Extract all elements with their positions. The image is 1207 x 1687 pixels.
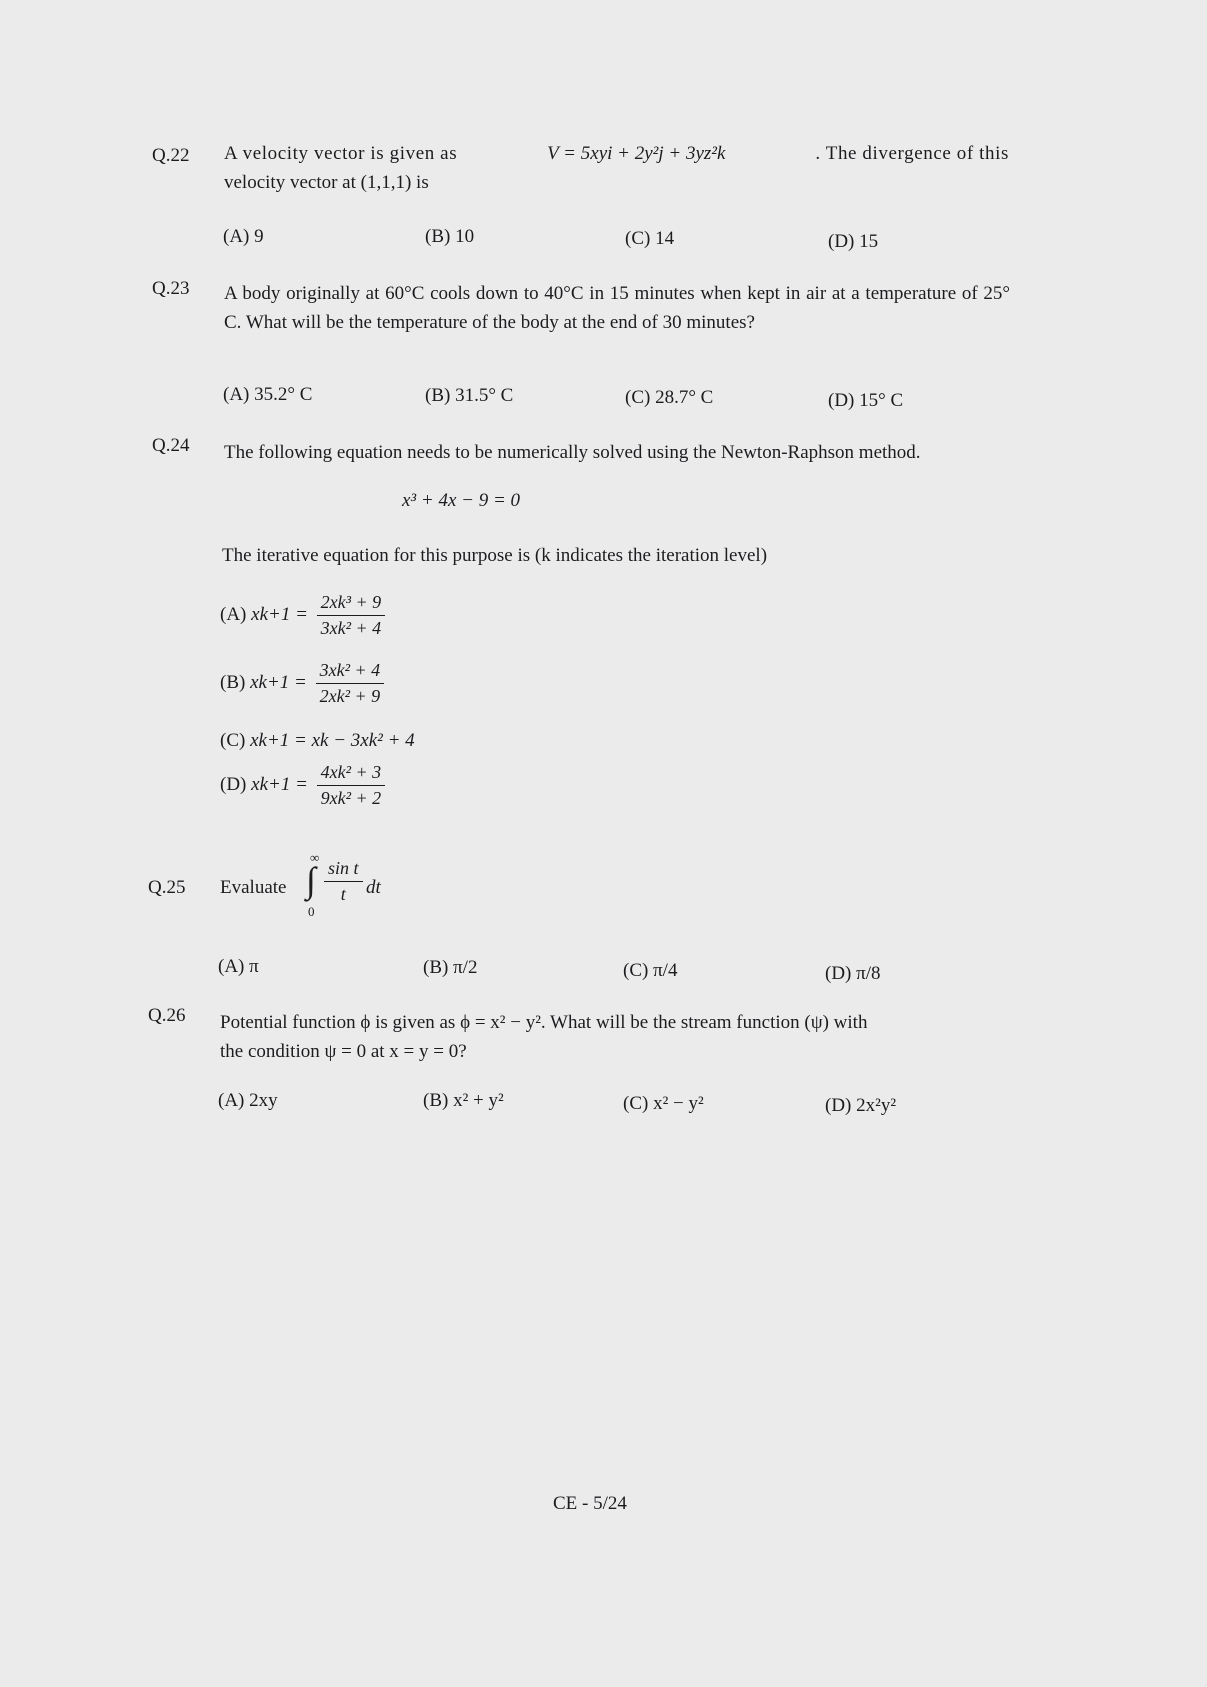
option-label: (A) [220,603,247,625]
option-lhs: xk+1 = [251,773,308,795]
option-d: (D) π/8 [825,963,881,984]
stem-line1-pre: A velocity vector is given as [224,143,458,164]
differential: dt [366,877,381,898]
evaluate-label: Evaluate [220,877,287,898]
option-c [220,730,415,752]
question-stem: A body originally at 60°C cools down to 40°C in 15 minutes when kept in air at a temperature of 25° C. What will be the temperature of the body at the end of 30 minutes? [224,283,1010,333]
numerator: 3xk² + 4 [316,660,385,684]
iterative-text: The iterative equation for this purpose is (k indicates the iteration level) [222,545,768,566]
question-stem: The following equation needs to be numerically solved using the Newton-Raphson method. [224,442,921,463]
option-d: (D) 15 [828,231,879,252]
question-number: Q.25 [148,877,186,898]
option-d: (D) 15° C [828,390,904,411]
option-c: (C) x² − y² [623,1093,704,1114]
integrand [324,858,363,905]
option-d: (D) 2x²y² [825,1095,897,1116]
equation: x³ + 4x − 9 = 0 [402,490,521,511]
question-number: Q.24 [152,435,190,456]
option-label: (D) [220,773,247,795]
integral-lower: 0 [308,904,315,919]
option-lhs: xk+1 = [250,671,307,693]
integral-sign: ∫ [306,860,316,900]
question-stem [224,139,1009,197]
fraction [317,762,386,809]
option-a: (A) 35.2° C [223,384,313,405]
stem-line1-post: . The divergence of this [815,143,1009,164]
question-number: Q.23 [152,278,190,299]
option-b: (B) 10 [425,226,475,247]
denominator: 3xk² + 4 [320,618,382,638]
option-c: (C) 14 [625,228,675,249]
option-lhs: xk+1 = [250,730,307,751]
integrand-numerator: sin t [324,858,363,882]
fraction [317,592,386,639]
option-b [220,660,384,707]
option-expression: xk − 3xk² + 4 [311,730,415,751]
question-stem [220,1008,1010,1066]
denominator: 2xk² + 9 [319,686,381,706]
option-a: (A) 9 [223,226,264,247]
option-d [220,762,385,809]
fraction [316,660,385,707]
stem-line2: velocity vector at (1,1,1) is [224,172,429,193]
option-label: (B) [220,671,246,693]
integrand-denominator: t [340,884,346,904]
option-b: (B) π/2 [423,957,478,978]
stem-line1: Potential function ϕ is given as ϕ = x² − y². What will be the stream function (ψ) with [220,1012,868,1033]
option-a: (A) 2xy [218,1090,278,1111]
option-c: (C) 28.7° C [625,387,714,408]
option-label: (C) [220,730,246,751]
question-number: Q.22 [152,145,190,166]
denominator: 9xk² + 2 [320,788,382,808]
option-a [220,592,385,639]
option-a: (A) π [218,956,259,977]
option-b: (B) x² + y² [423,1090,504,1111]
question-number: Q.26 [148,1005,186,1026]
numerator: 4xk² + 3 [317,762,386,786]
vector-expression: V = 5xyi + 2y²j + 3yz²k [547,143,726,164]
integral-upper: ∞ [310,850,320,865]
numerator: 2xk³ + 9 [317,592,386,616]
option-lhs: xk+1 = [251,603,308,625]
option-c: (C) π/4 [623,960,678,981]
page-number: CE - 5/24 [553,1493,627,1514]
option-b: (B) 31.5° C [425,385,514,406]
stem-line2: the condition ψ = 0 at x = y = 0? [220,1041,467,1062]
